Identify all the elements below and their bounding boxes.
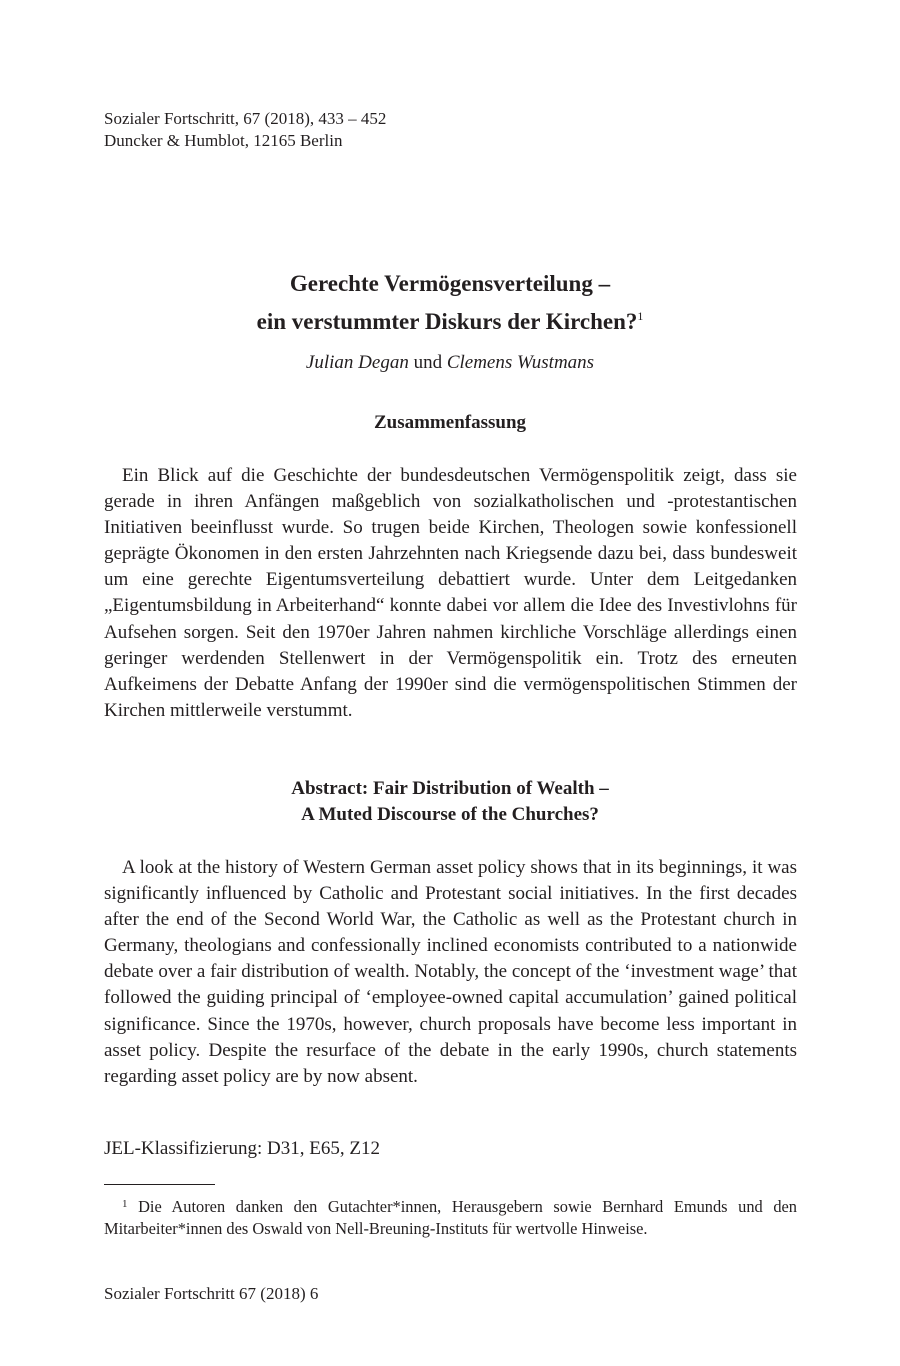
author-1: Julian Degan <box>305 352 409 373</box>
page-footer: Sozialer Fortschritt 67 (2018) 6 <box>104 1284 319 1303</box>
abstract-heading <box>0 776 900 828</box>
abstract-text: A look at the history of Western German asset policy shows that in its beginnings, it was significantly influenced by Catholic and Protestant social initiatives. In the first decades after the end of the Second World War, the Catholic as well as the Protestant church in Germany, theologians and confessionally inclined economists contributed to a nationwide debate over a fair distribution of wealth. Notably, the concept of the ‘investment wage’ that followed the guiding principal of ‘employee-owned capital accumulation’ gained political significance. Since the 1970s, however, church proposals have become less important in asset policy. Despite the resurface of the debate in the early 1990s, church statements regarding asset policy are by now absent. <box>104 857 797 1087</box>
footnote-mark: 1 <box>122 1198 128 1210</box>
footnote <box>104 1194 797 1239</box>
footnote-divider <box>104 1184 215 1185</box>
abstract-heading-line-2: A Muted Discourse of the Churches? <box>301 804 599 825</box>
jel-classification: JEL-Klassifizierung: D31, E65, Z12 <box>104 1138 380 1159</box>
title-line-2 <box>0 300 900 338</box>
zusammenfassung-text: Ein Blick auf die Geschichte der bundesdeutschen Vermögenspolitik zeigt, dass sie gerade in ihren Anfängen maßgeblich von sozialkatholischen und -protestantischen Initiativen beeinflusst wurde. So trugen beide Kirchen, Theologen sowie konfessionell geprägte Ökonomen in den ersten Jahrzehnten nach Kriegsende dazu bei, dass bundesweit um eine gerechte Eigentumsverteilung debattiert wurde. Unter dem Leitgedanken „Eigentumsbildung in Arbeiterhand“ konnte dabei vor allem die Idee des Investivlohns für Aufsehen sorgen. Seit den 1970er Jahren nahmen kirchliche Vorschläge allerdings einen geringer werdenden Stellenwert in der Vermögenspolitik ein. Trotz des erneuten Aufkeimens der Debatte Anfang der 1990er sind die vermögenspolitischen Stimmen der Kirchen mittlerweile verstummt. <box>104 465 797 721</box>
footnote-text: Die Autoren danken den Gutachter*innen, Herausgebern sowie Bernhard Emunds und den Mitarbeiter*innen des Oswald von Nell-Breuning-Instituts für wertvolle Hinweise. <box>104 1197 797 1238</box>
zusammenfassung-heading: Zusammenfassung <box>373 412 527 433</box>
journal-citation: Sozialer Fortschritt, 67 (2018), 433 – 452 <box>104 109 387 128</box>
article-title <box>0 268 900 338</box>
author-conjunction: und <box>408 352 447 373</box>
abstract-heading-line-1: Abstract: Fair Distribution of Wealth – <box>291 778 609 799</box>
journal-header <box>104 108 386 152</box>
authors <box>0 350 900 376</box>
title-footnote-mark: 1 <box>637 309 644 323</box>
title-line-2-text: ein verstummter Diskurs der Kirchen? <box>256 309 638 334</box>
title-line-1: Gerechte Vermögensverteilung – <box>289 271 611 296</box>
publisher-line: Duncker & Humblot, 12165 Berlin <box>104 131 343 150</box>
author-2: Clemens Wustmans <box>446 352 595 373</box>
